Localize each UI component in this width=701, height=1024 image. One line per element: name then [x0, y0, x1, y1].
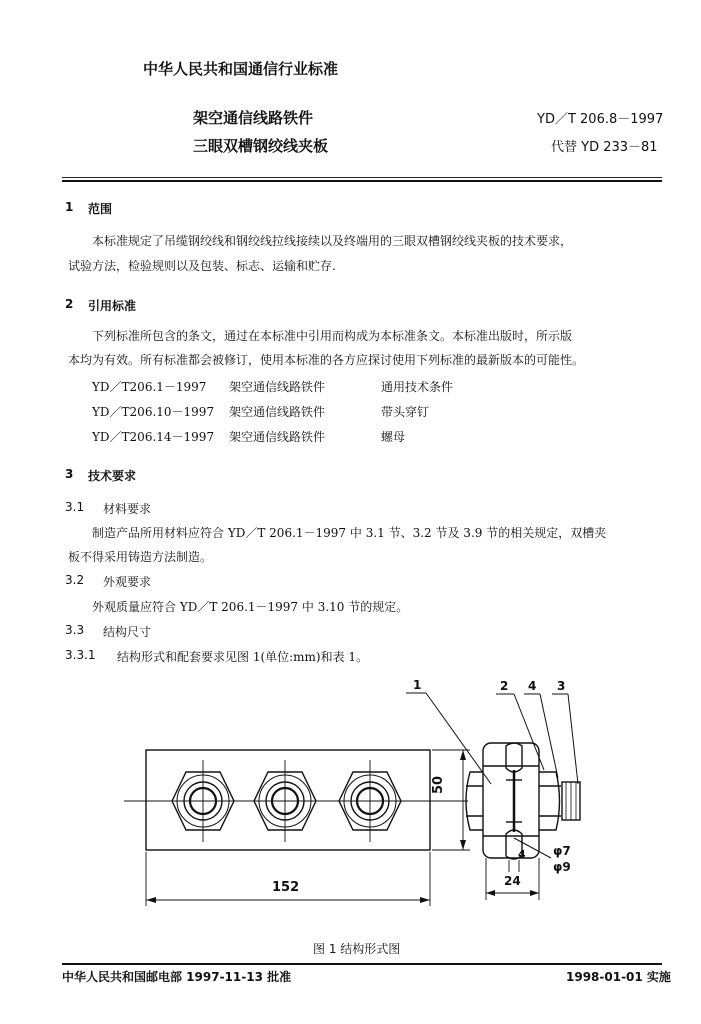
dimension-length-label: 152 — [272, 880, 300, 895]
section-1-body-line2: 试验方法，检验规则以及包装、标志、运输和贮存. — [68, 259, 336, 273]
reference-name: 架空通信线路铁件 — [229, 380, 326, 394]
approval-date: 中华人民共和国邮电部 1997-11-13 批准 — [62, 970, 292, 984]
section-1-heading: 范围 — [88, 202, 113, 216]
reference-subtitle: 通用技术条件 — [381, 380, 454, 394]
replaces-standard: 代替 YD 233－81 — [551, 140, 658, 155]
reference-name: 架空通信线路铁件 — [229, 405, 326, 419]
reference-code: YD／T206.14－1997 — [92, 430, 215, 444]
plate-outline — [146, 750, 430, 850]
section-1-body-line1: 本标准规定了吊缆钢绞线和钢绞线拉线接续以及终端用的三眼双槽钢绞线夹板的技术要求， — [92, 234, 573, 248]
subsection-3-3-number: 3.3 — [65, 623, 85, 637]
figure-caption: 图 1 结构形式图 — [313, 942, 401, 956]
subsection-3-1-body-line1: 制造产品所用材料应符合 YD／T 206.1－1997 中 3.1 节、3.2 节及 3.9 节的相关规定，双槽夹 — [92, 526, 607, 540]
subsection-3-2-number: 3.2 — [65, 573, 85, 587]
subsection-3-1-title: 材料要求 — [103, 502, 152, 516]
dimension-groove-label: 4 — [518, 848, 526, 861]
subsection-3-2-title: 外观要求 — [103, 575, 152, 589]
subsection-3-1-number: 3.1 — [65, 500, 85, 514]
standard-number: YD／T 206.8－1997 — [537, 112, 664, 127]
reference-code: YD／T206.1－1997 — [92, 380, 207, 394]
footer-rule — [62, 963, 662, 965]
side-view — [466, 743, 580, 859]
section-2-body-line2: 本均为有效。所有标准都会被修订，使用本标准的各方应探讨使用下列标准的最新版本的可能性。 — [68, 353, 585, 367]
callout-1-label: 1 — [413, 678, 422, 692]
reference-code: YD／T206.10－1997 — [92, 405, 215, 419]
subsection-3-2-body: 外观质量应符合 YD／T 206.1－1997 中 3.10 节的规定。 — [92, 600, 409, 614]
subsection-3-1-body-line2: 板不得采用铸造方法制造。 — [68, 550, 213, 564]
dimension-width-label: 24 — [504, 874, 521, 888]
subsection-3-3-1-number: 3.3.1 — [65, 648, 96, 662]
section-3-heading: 技术要求 — [88, 469, 137, 483]
reference-subtitle: 螺母 — [381, 430, 406, 444]
section-1-number: 1 — [65, 200, 74, 214]
dimension-height-label: 50 — [431, 775, 446, 794]
diameter-small-label: φ7 — [553, 844, 571, 858]
diameter-large-label: φ9 — [553, 860, 571, 874]
section-2-number: 2 — [65, 297, 74, 311]
dimension-lines — [146, 750, 539, 906]
section-3-number: 3 — [65, 467, 74, 481]
section-2-heading: 引用标准 — [88, 299, 137, 313]
callout-2-label: 2 — [500, 679, 509, 693]
subsection-3-3-title: 结构尺寸 — [103, 625, 152, 639]
issuing-organization: 中华人民共和国通信行业标准 — [143, 60, 339, 78]
reference-subtitle: 带头穿钉 — [381, 405, 430, 419]
callout-4-label: 4 — [528, 679, 537, 693]
section-2-body-line1: 下列标准所包含的条文，通过在本标准中引用而构成为本标准条文。本标准出版时，所示版 — [92, 329, 573, 343]
standard-title-line2: 三眼双槽钢绞线夹板 — [193, 137, 329, 155]
subsection-3-3-1-text: 结构形式和配套要求见图 1(单位:mm)和表 1。 — [117, 650, 369, 664]
implementation-date: 1998-01-01 实施 — [566, 970, 671, 984]
reference-name: 架空通信线路铁件 — [229, 430, 326, 444]
callout-3-label: 3 — [557, 679, 566, 693]
standard-title-line1: 架空通信线路铁件 — [193, 109, 314, 127]
